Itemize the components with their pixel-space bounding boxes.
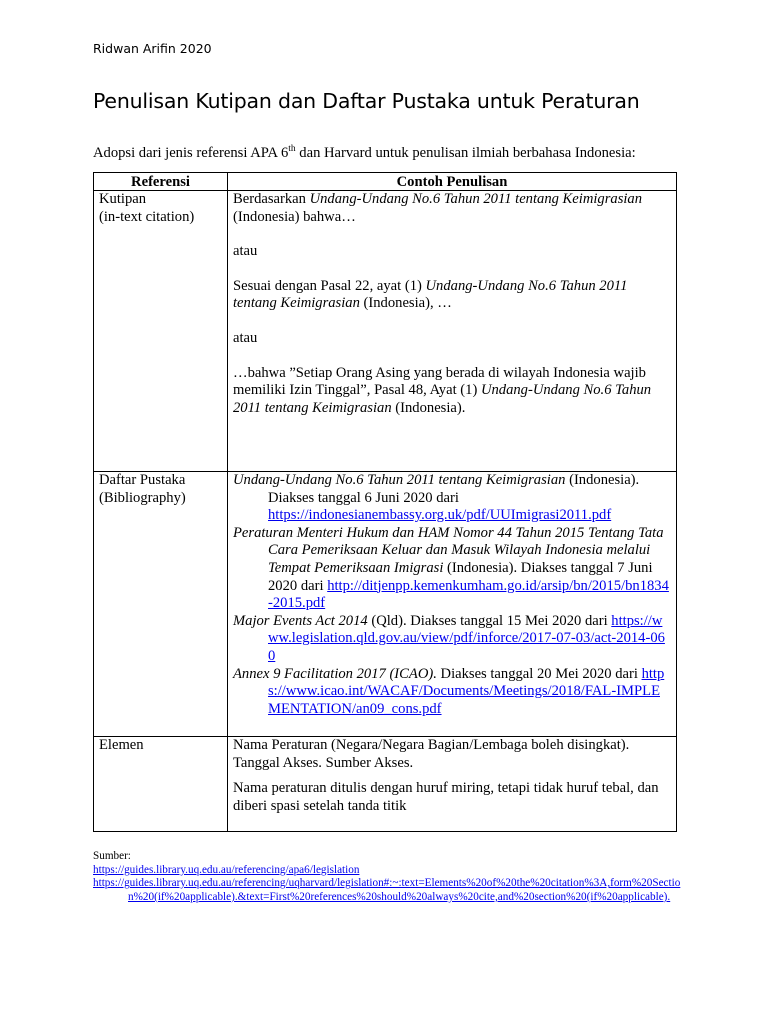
- entry-4-text: Diakses tanggal 20 Mei 2020 dari: [436, 665, 642, 682]
- intro-text-end: dan Harvard untuk penulisan ilmiah berbahasa Indonesia:: [295, 145, 636, 161]
- or-separator-1: atau: [233, 243, 258, 260]
- table-header-row: [94, 173, 677, 191]
- example-1-law-title: Undang-Undang No.6 Tahun 2011 tentang Keimigrasian: [309, 191, 643, 207]
- bibliography-entry-4: [233, 666, 671, 719]
- cell-bibliography-entries: [228, 472, 677, 737]
- reference-table: [93, 172, 677, 832]
- table-row-elemen: [94, 737, 677, 832]
- kutipan-label: Kutipan: [99, 191, 147, 207]
- entry-3-link[interactable]: https://www.legislation.qld.gov.au/view/pdf/inforce/2017-07-03/act-2014-060: [268, 612, 665, 664]
- elemen-paragraph-1: Nama Peraturan (Negara/Negara Bagian/Lembaga boleh disingkat). Tanggal Akses. Sumber Akses.: [233, 737, 630, 771]
- bibliography-entry-1: [233, 472, 671, 525]
- entry-4-link[interactable]: https://www.icao.int/WACAF/Documents/Meetings/2018/FAL-IMPLEMENTATION/an09_cons.pdf: [268, 665, 665, 717]
- table-row-bibliography: [94, 472, 677, 737]
- bibliography-label: Daftar Pustaka: [99, 472, 186, 488]
- sources-section: [93, 850, 683, 904]
- entry-3-title: Major Events Act 2014: [233, 612, 368, 629]
- citation-example-1: [233, 191, 671, 226]
- header-author: Ridwan Arifin 2020: [93, 41, 212, 56]
- example-2-prefix: Sesuai dengan Pasal 22, ayat (1): [233, 277, 426, 294]
- or-separator-2: atau: [233, 329, 258, 346]
- example-3-suffix: (Indonesia).: [391, 399, 466, 416]
- intro-paragraph: [93, 145, 636, 162]
- header-referensi: Referensi: [94, 173, 228, 191]
- example-1-suffix: (Indonesia) bahwa…: [233, 208, 356, 225]
- table-row-kutipan: [94, 191, 677, 472]
- source-link-1[interactable]: https://guides.library.uq.edu.au/referencing/apa6/legislation: [93, 863, 360, 876]
- entry-2-link[interactable]: http://ditjenpp.kemenkumham.go.id/arsip/bn/2015/bn1834-2015.pdf: [268, 577, 669, 612]
- entry-3-text: (Qld). Diakses tanggal 15 Mei 2020 dari: [367, 612, 612, 629]
- entry-2-text: (Indonesia). Diakses tanggal 7 Juni 2020 dari: [268, 559, 653, 594]
- entry-1-text: (Indonesia). Diakses tanggal 6 Juni 2020 dari: [268, 472, 640, 506]
- cell-elemen-label: [94, 737, 228, 832]
- sources-label: Sumber:: [93, 850, 131, 862]
- example-1-prefix: Berdasarkan: [233, 191, 310, 207]
- elemen-paragraph-2: Nama peraturan ditulis dengan huruf miring, tetapi tidak huruf tebal, dan diberi spasi setelah tanda titik: [233, 780, 659, 814]
- page-title: Penulisan Kutipan dan Daftar Pustaka untuk Peraturan: [93, 89, 640, 113]
- cell-kutipan-examples: [228, 191, 677, 472]
- cell-kutipan-label: [94, 191, 228, 472]
- cell-bibliography-label: [94, 472, 228, 737]
- intro-text: Adopsi dari jenis referensi APA 6: [93, 145, 289, 161]
- bibliography-entry-3: [233, 613, 671, 666]
- entry-4-title: Annex 9 Facilitation 2017 (ICAO).: [233, 665, 437, 682]
- intro-superscript: th: [288, 144, 296, 154]
- example-2-suffix: (Indonesia), …: [359, 295, 452, 312]
- header-contoh-penulisan: Contoh Penulisan: [228, 173, 677, 191]
- cell-elemen-description: [228, 737, 677, 832]
- entry-1-link[interactable]: https://indonesianembassy.org.uk/pdf/UUImigrasi2011.pdf: [268, 507, 612, 524]
- entry-1-title: Undang-Undang No.6 Tahun 2011 tentang Keimigrasian: [233, 472, 566, 488]
- kutipan-sublabel: (in-text citation): [99, 208, 195, 225]
- citation-example-2: [233, 278, 671, 313]
- bibliography-sublabel: (Bibliography): [99, 489, 186, 506]
- citation-example-3: [233, 365, 671, 418]
- example-3-law-title: Undang-Undang No.6 Tahun 2011 tentang Keimigrasian: [233, 382, 652, 416]
- elemen-label: Elemen: [99, 737, 144, 753]
- example-3-prefix: …bahwa ”Setiap Orang Asing yang berada di wilayah Indonesia wajib memiliki Izin Tinggal”, Pasal 48, Ayat (1): [233, 364, 646, 399]
- entry-2-title: Peraturan Menteri Hukum dan HAM Nomor 44 Tahun 2015 Tentang Tata Cara Pemeriksaan Keluar dan Masuk Wilayah Indonesia melalui Tempat Pemeriksaan Imigrasi: [233, 524, 664, 576]
- source-link-2[interactable]: https://guides.library.uq.edu.au/referencing/uqharvard/legislation#:~:text=Elements%20of%20the%20citation%3A,form%20Section%20(if%20applicable).&text=First%20references%20should%20always%20cite,and%20section%20(if%20applicable).: [93, 877, 681, 903]
- example-2-law-title: Undang-Undang No.6 Tahun 2011 tentang Keimigrasian: [233, 277, 628, 312]
- bibliography-entry-2: [233, 525, 671, 613]
